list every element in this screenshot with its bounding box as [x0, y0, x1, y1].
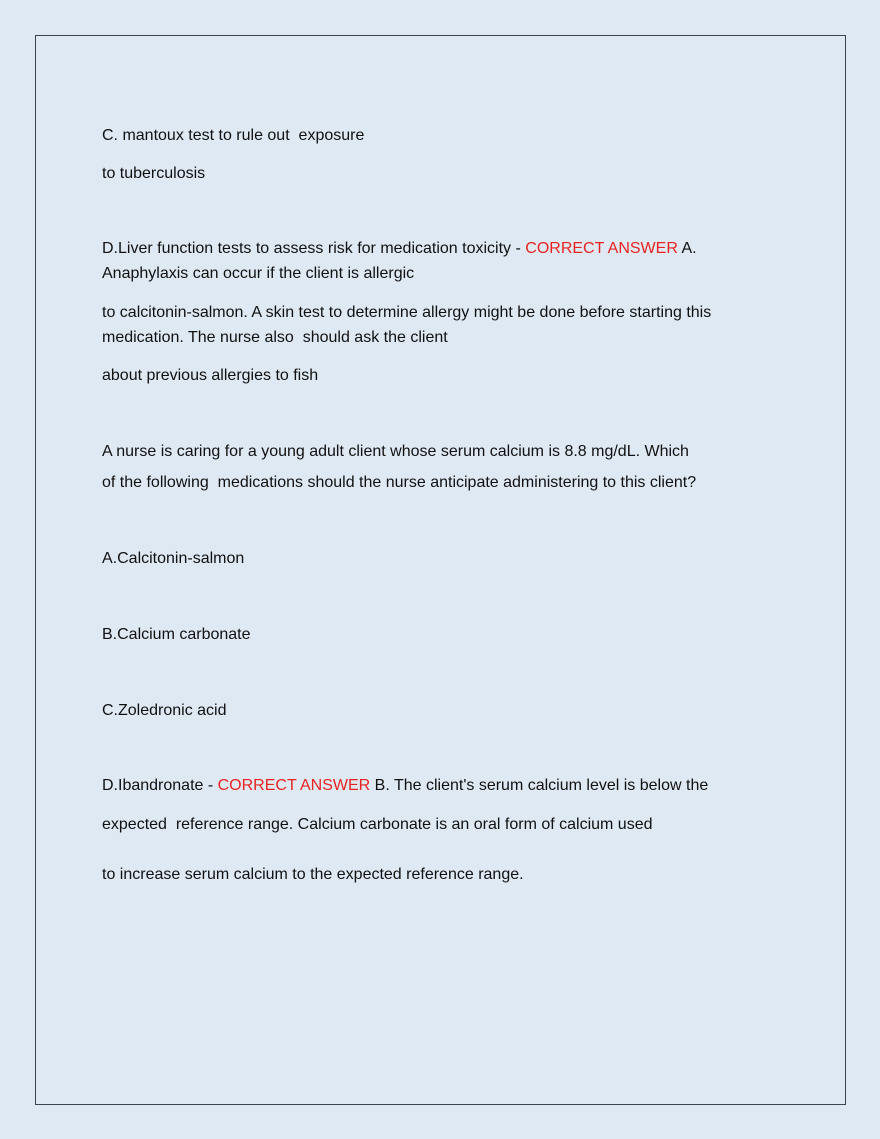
rationale-text: to increase serum calcium to the expected reference range.	[102, 866, 524, 883]
document-page	[35, 35, 846, 1105]
rationale-text: Anaphylaxis can occur if the client is allergic	[102, 265, 415, 282]
correct-answer-label: CORRECT ANSWER	[525, 240, 678, 257]
option-d-answer-line	[102, 776, 708, 796]
question-text-cont: of the following medications should the nurse anticipate administering to this client?	[102, 474, 697, 491]
rationale-text: medication. The nurse also should ask the client	[102, 329, 448, 346]
option-c: C.Zoledronic acid	[102, 702, 227, 719]
correct-answer-label: CORRECT ANSWER	[217, 777, 371, 794]
rationale-text: expected reference range. Calcium carbonate is an oral form of calcium used	[102, 816, 653, 833]
option-d-answer-line	[102, 239, 697, 259]
question-text: A nurse is caring for a young adult client whose serum calcium is 8.8 mg/dL. Which	[102, 443, 689, 460]
option-a: A.Calcitonin-salmon	[102, 550, 245, 567]
option-d: D.Ibandronate -	[102, 777, 218, 794]
answer-letter: A.	[677, 240, 697, 257]
option-c-text-cont: to tuberculosis	[102, 165, 206, 182]
option-b: B.Calcium carbonate	[102, 626, 251, 643]
rationale-text: to calcitonin-salmon. A skin test to determine allergy might be done before starting this	[102, 304, 712, 321]
option-d-text: D.Liver function tests to assess risk for medication toxicity -	[102, 240, 526, 257]
rationale-text: B. The client's serum calcium level is below the	[370, 777, 709, 794]
option-c-text: C. mantoux test to rule out exposure	[102, 127, 365, 144]
rationale-text: about previous allergies to fish	[102, 367, 319, 384]
